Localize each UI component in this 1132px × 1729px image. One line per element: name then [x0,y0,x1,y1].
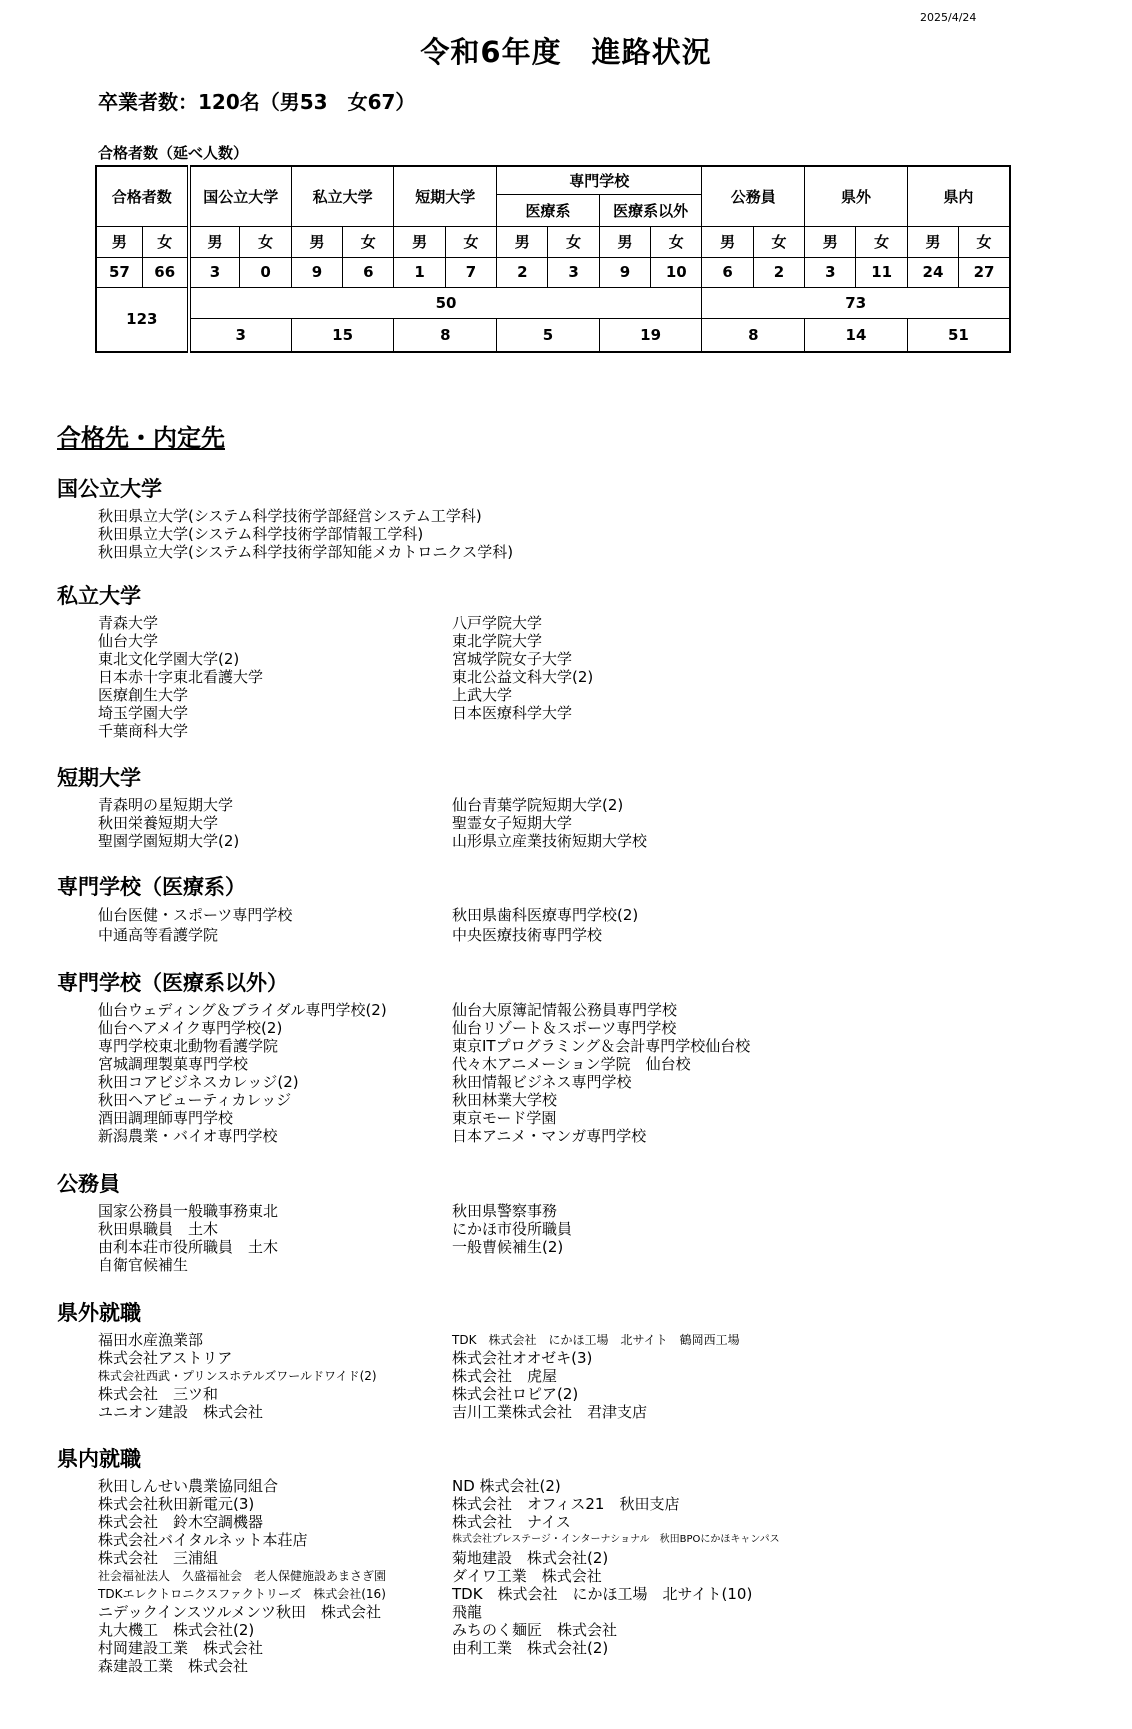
list-right [452,1001,852,1145]
list-item: 菊地建設 株式会社(2) [452,1549,609,1567]
header-komuin: 公務員 [702,166,805,226]
list-item: 日本赤十字東北看護大学 [98,668,264,686]
report-date: 2025/4/24 [920,11,977,24]
list-item: 吉川工業株式会社 君津支店 [452,1403,648,1421]
list-item: 秋田県職員 土木 [98,1220,219,1238]
list-item: 株式会社ロピア(2) [452,1385,579,1403]
list-item: 青森大学 [98,614,159,632]
gender-male: 男 [96,226,142,257]
section-heading: 専門学校（医療系） [57,875,246,899]
list-item: 株式会社 三ツ和 [98,1385,219,1403]
header-iryogai: 医療系以外 [599,194,702,226]
section-heading: 私立大学 [57,584,141,608]
count-cell: 3 [805,257,856,287]
gender-female: 女 [548,226,599,257]
list-right [452,1331,852,1421]
list-item: 株式会社 虎屋 [452,1367,558,1385]
count-cell: 3 [189,257,240,287]
list-item: 株式会社 ナイス [452,1513,571,1531]
list-item: にかほ市役所職員 [452,1220,573,1238]
category-total: 19 [599,318,702,352]
list-item: 宮城調理製菓専門学校 [98,1055,249,1073]
list-item: 秋田県立大学(システム科学技術学部情報工学科) [98,525,424,543]
list-item: 秋田県歯科医療専門学校(2) [452,906,639,924]
category-total: 15 [291,318,394,352]
list-item: 飛龍 [452,1603,483,1621]
list-item: 株式会社西武・プリンスホテルズワールドワイド(2) [98,1369,377,1383]
count-cell: 3 [548,257,599,287]
list-item: 聖霊女子短期大学 [452,814,573,832]
category-total: 8 [702,318,805,352]
gender-male: 男 [805,226,856,257]
list-left [98,614,452,740]
list-item: 仙台青葉学院短期大学(2) [452,796,624,814]
list-item: 上武大学 [452,686,513,704]
acceptance-table [95,165,1011,353]
list-item: 八戸学院大学 [452,614,543,632]
gender-female: 女 [343,226,394,257]
header-total: 合格者数 [96,166,189,226]
header-kengai: 県外 [805,166,908,226]
header-iryo: 医療系 [497,194,600,226]
list-item: 国家公務員一般職事務東北 [98,1202,279,1220]
gender-male: 男 [702,226,753,257]
list-item: 株式会社 三浦組 [98,1549,219,1567]
list-item: 株式会社バイタルネット本荘店 [98,1531,308,1549]
gender-male: 男 [599,226,650,257]
gender-male: 男 [291,226,342,257]
category-total: 8 [394,318,497,352]
list-item: 東京ITプログラミング＆会計専門学校仙台校 [452,1037,751,1055]
list-item: TDK 株式会社 にかほ工場 北サイト 鶴岡西工場 [452,1333,740,1347]
header-tanki: 短期大学 [394,166,497,226]
list-right [452,796,852,850]
list-item: 青森明の星短期大学 [98,796,234,814]
list-right [452,905,852,945]
section-heading: 県外就職 [57,1301,141,1325]
list-item: TDK 株式会社 にかほ工場 北サイト(10) [452,1585,753,1603]
count-cell: 11 [856,257,907,287]
list-item: 仙台リゾート＆スポーツ専門学校 [452,1019,677,1037]
list-item: 日本医療科学大学 [452,704,573,722]
list-item: 仙台ヘアメイク専門学校(2) [98,1019,283,1037]
list-left [98,1202,452,1274]
list-left [98,1001,452,1145]
gender-male: 男 [394,226,445,257]
list-item: 専門学校東北動物看護学院 [98,1037,279,1055]
list-item: 秋田栄養短期大学 [98,814,219,832]
section-senmon-other [57,971,1077,1145]
list-item: 株式会社プレステージ・インターナショナル 秋田BPOにかほキャンパス [452,1534,780,1545]
header-kokkoritsu: 国公立大学 [189,166,292,226]
section-kengai [57,1301,1077,1421]
header-shiritsu: 私立大学 [291,166,394,226]
gender-female: 女 [753,226,804,257]
count-cell: 24 [907,257,958,287]
section-heading: 専門学校（医療系以外） [57,971,288,995]
list-item: 東北公益文科大学(2) [452,668,594,686]
list-item: 聖園学園短期大学(2) [98,832,240,850]
list-item: 株式会社オオゼキ(3) [452,1349,593,1367]
list-item: 医療創生大学 [98,686,189,704]
list-item: 秋田林業大学校 [452,1091,558,1109]
section-kennai [57,1447,1077,1675]
list-item: 株式会社 オフィス21 秋田支店 [452,1495,680,1513]
list-item: 東北学院大学 [452,632,543,650]
section-shiritsu [57,584,1077,740]
list-item: 自衛官候補生 [98,1256,189,1274]
list-item: 代々木アニメーション学院 仙台校 [452,1055,691,1073]
graduate-count: 卒業者数：120名（男53 女67） [98,90,416,114]
list-item: 社会福祉法人 久盛福祉会 老人保健施設あまさぎ園 [98,1569,387,1583]
list-left [98,905,452,945]
gender-female: 女 [856,226,907,257]
list-item: 中央医療技術専門学校 [452,926,603,944]
section-heading: 公務員 [57,1172,120,1196]
gender-female: 女 [651,226,702,257]
category-total: 51 [907,318,1010,352]
count-cell: 9 [291,257,342,287]
list-item: 森建設工業 株式会社 [98,1657,249,1675]
list-item: ユニオン建設 株式会社 [98,1403,264,1421]
destinations-heading: 合格先・内定先 [57,424,225,452]
count-cell: 57 [96,257,142,287]
list-left [98,1331,452,1421]
table-caption: 合格者数（延べ人数） [98,144,249,162]
list-item: 秋田しんせい農業協同組合 [98,1477,279,1495]
list-item: 秋田県立大学(システム科学技術学部知能メカトロニクス学科) [98,543,514,561]
list-item: ND 株式会社(2) [452,1477,561,1495]
header-kennai: 県内 [907,166,1010,226]
list-left [98,507,514,561]
section-heading: 県内就職 [57,1447,141,1471]
section-heading: 短期大学 [57,766,141,790]
count-cell: 1 [394,257,445,287]
list-item: 仙台大原簿記情報公務員専門学校 [452,1001,678,1019]
category-total: 14 [805,318,908,352]
gender-male: 男 [497,226,548,257]
list-item: 由利本荘市役所職員 土木 [98,1238,279,1256]
section-senmon-iryo [57,875,1077,945]
list-item: 酒田調理師専門学校 [98,1109,234,1127]
list-item: 山形県立産業技術短期大学校 [452,832,648,850]
list-item: 仙台大学 [98,632,159,650]
list-right [452,1477,852,1675]
category-total: 3 [189,318,292,352]
section-heading: 国公立大学 [57,477,162,501]
gender-female: 女 [142,226,188,257]
section-tanki [57,766,1077,850]
count-cell: 6 [343,257,394,287]
subtotal-schools: 50 [189,287,702,318]
list-item: 秋田県立大学(システム科学技術学部経営システム工学科) [98,507,482,525]
list-item: 秋田県警察事務 [452,1202,558,1220]
list-right [452,1202,852,1274]
count-cell: 66 [142,257,188,287]
list-item: 埼玉学園大学 [98,704,189,722]
list-item: 丸大機工 株式会社(2) [98,1621,255,1639]
count-cell: 0 [240,257,291,287]
page-title: 令和6年度 進路状況 [420,35,712,69]
list-item: 東北文化学園大学(2) [98,650,240,668]
list-item: ダイワ工業 株式会社 [452,1567,602,1585]
list-item: 宮城学院女子大学 [452,650,573,668]
list-item: 東京モード学園 [452,1109,557,1127]
subtotal-employment: 73 [702,287,1010,318]
list-item: 日本アニメ・マンガ専門学校 [452,1127,647,1145]
grand-total: 123 [96,287,189,352]
list-item: 福田水産漁業部 [98,1331,204,1349]
list-item: みちのく麺匠 株式会社 [452,1621,618,1639]
list-item: 一般曹候補生(2) [452,1238,564,1256]
list-item: 新潟農業・バイオ専門学校 [98,1127,278,1145]
list-left [98,796,452,850]
gender-female: 女 [240,226,291,257]
list-item: 仙台医健・スポーツ専門学校 [98,906,293,924]
count-cell: 2 [497,257,548,287]
list-item: TDKエレクトロニクスファクトリーズ 株式会社(16) [98,1587,386,1601]
header-senmon: 専門学校 [497,166,702,194]
list-item: 秋田ヘアビューティカレッジ [98,1091,292,1109]
list-item: 秋田コアビジネスカレッジ(2) [98,1073,299,1091]
list-item: 村岡建設工業 株式会社 [98,1639,264,1657]
list-item: 仙台ウェディング＆ブライダル専門学校(2) [98,1001,387,1019]
count-cell: 9 [599,257,650,287]
section-komuin [57,1172,1077,1274]
gender-female: 女 [959,226,1010,257]
count-cell: 7 [445,257,496,287]
list-item: 株式会社アストリア [98,1349,233,1367]
list-item: 中通高等看護学院 [98,926,219,944]
list-item: 株式会社 鈴木空調機器 [98,1513,264,1531]
list-item: 由利工業 株式会社(2) [452,1639,609,1657]
list-right [452,614,852,740]
count-cell: 6 [702,257,753,287]
list-left [98,1477,452,1675]
list-item: 秋田情報ビジネス専門学校 [452,1073,632,1091]
gender-male: 男 [189,226,240,257]
list-item: 株式会社秋田新電元(3) [98,1495,255,1513]
gender-female: 女 [445,226,496,257]
category-total: 5 [497,318,600,352]
section-kokkoritsu [57,477,1077,561]
count-cell: 10 [651,257,702,287]
list-item: ニデックインスツルメンツ秋田 株式会社 [98,1603,382,1621]
gender-male: 男 [907,226,958,257]
count-cell: 27 [959,257,1010,287]
list-item: 千葉商科大学 [98,722,189,740]
count-cell: 2 [753,257,804,287]
